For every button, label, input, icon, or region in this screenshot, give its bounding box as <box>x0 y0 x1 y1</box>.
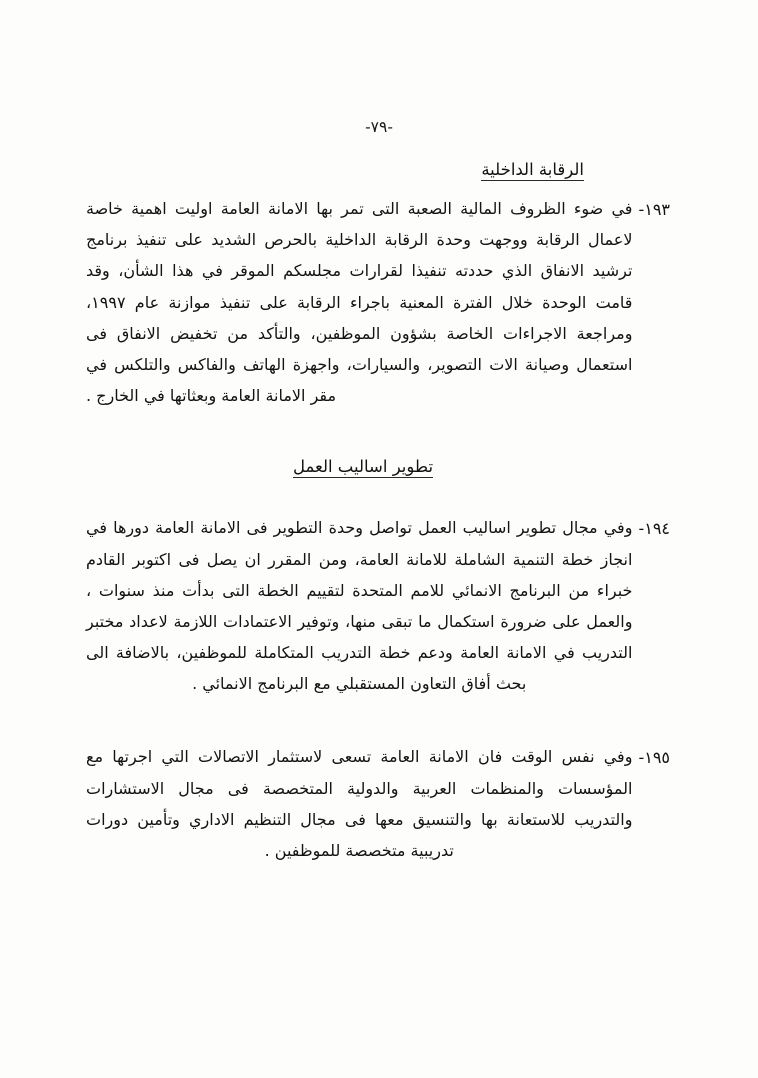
paragraph-number: ١٩٥- <box>638 748 670 768</box>
spacer <box>86 427 670 457</box>
paragraph-text: في ضوء الظروف المالية الصعبة التى تمر بها الامانة العامة اوليت اهمية خاصة لاعمال الرقابة ووجهت وحدة الرقابة الداخلية بالحرص الشديد على تنفيذ برنامج ترشيد الانفاق الذي حددته تنفيذا لقرارات مجلسكم الموقر في هذا الشأن، وقد قامت الوحدة خلال الفترة المعنية باجراء الرقابة على تنفيذ موازنة عام ١٩٩٧، ومراجعة الاجراءات الخاصة بشؤون الموظفين، والتأكد من تخفيض الانفاق فى استعمال وصيانة الات التصوير، والسيارات، واجهزة الهاتف والفاكس والتلكس في مقر الامانة العامة وبعثاتها في الخارج . <box>86 199 633 406</box>
spacer <box>86 715 670 741</box>
paragraph-number: ١٩٣- <box>638 200 670 219</box>
page-number: -٧٩- <box>365 118 393 136</box>
paragraph-194 <box>86 512 670 699</box>
paragraph-number: ١٩٤- <box>638 519 670 539</box>
paragraph-193 <box>86 193 670 411</box>
paragraph-text: وفي نفس الوقت فان الامانة العامة تسعى لاستثمار الاتصالات التي اجرتها مع المؤسسات والمنظمات العربية والدولية المتخصصة فى مجال الاستشارات والتدريب للاستعانة بها والتنسيق معها فى مجال التنظيم الاداري وتأمين دورات تدريبية متخصصة للموظفين . <box>86 747 633 860</box>
section-heading-text: الرقابة الداخلية <box>481 160 584 179</box>
page-body <box>86 160 670 882</box>
paragraph-195 <box>86 741 670 866</box>
spacer <box>86 490 670 512</box>
paragraph-text: وفي مجال تطوير اساليب العمل تواصل وحدة التطوير فى الامانة العامة دورها في انجاز خطة التنمية الشاملة للامانة العامة، ومن المقرر ان يصل فى اكتوبر القادم خبراء من البرنامج الانمائي للامم المتحدة لتقييم الخطة التى بدأت منذ سنوات ، والعمل على ضرورة استكمال ما تبقى منها، وتوفير الاعتمادات اللازمة لاعداد مختبر التدريب في الامانة العامة ودعم خطة التدريب المتكاملة للموظفين، بالاضافة الى بحث أفاق التعاون المستقبلي مع البرنامج الانمائي . <box>86 518 633 694</box>
section-heading-work-methods <box>86 457 670 476</box>
section-heading-text: تطوير اساليب العمل <box>292 457 434 477</box>
section-heading-internal-audit <box>86 160 670 179</box>
